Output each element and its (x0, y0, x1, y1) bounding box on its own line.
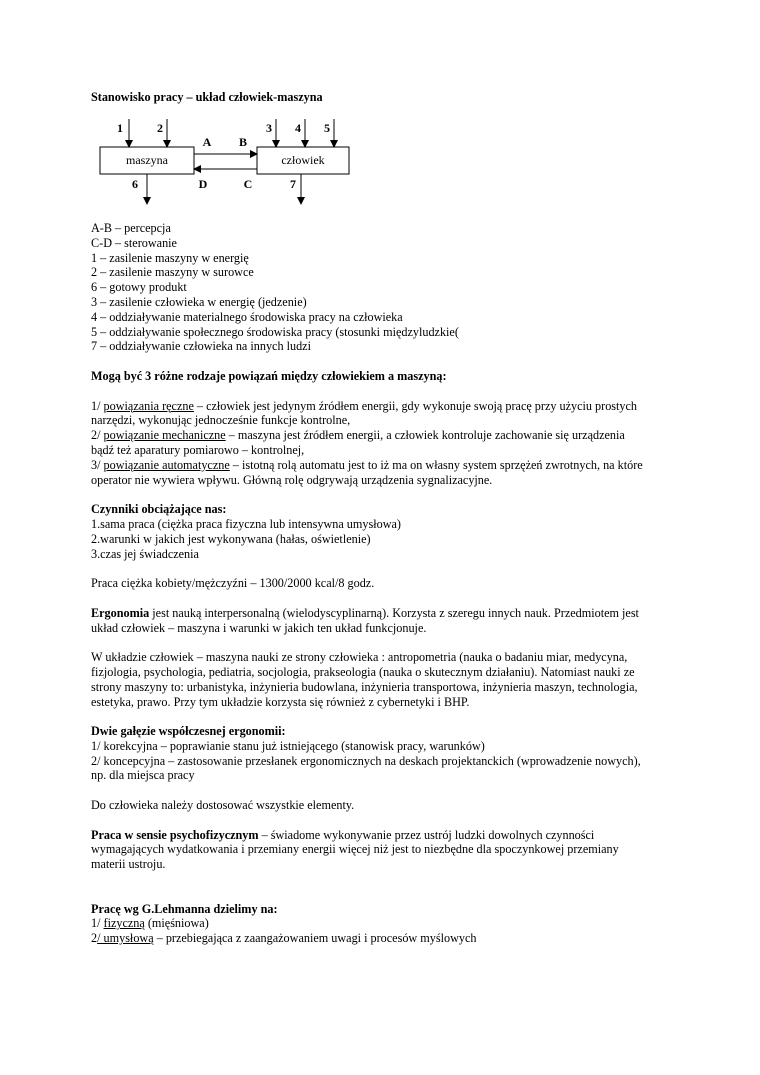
connection-item-1: 1/ powiązania ręczne – człowiek jest jedynym źródłem energii, gdy wykonuje swoją pracę przy użyciu prostych (91, 398, 638, 413)
heavy-work-line: Praca ciężka kobiety/mężczyźni – 1300/2000 kcal/8 godz. (91, 576, 375, 591)
term-automatic: powiązanie automatyczne (103, 457, 230, 472)
legend-line: 1 – zasilenie maszyny w energię (91, 250, 249, 265)
ergonomics-definition-cont: układ człowiek – maszyna i warunki w jakich ten układ funkcjonuje. (91, 620, 427, 635)
connection-item-3-cont: operator nie wywiera wpływu. Główną rolę odgrywają urządzenia sygnalizacyjne. (91, 472, 493, 487)
legend-line: A-B – percepcja (91, 221, 171, 235)
system-paragraph: W układzie człowiek – maszyna nauki ze strony człowieka : antropometria (nauka o badaniu miar, medycyna, (91, 650, 628, 665)
factor-item: 1.sama praca (ciężka praca fizyczna lub intensywna umysłowa) (91, 516, 401, 531)
page-title: Stanowisko pracy – układ człowiek-maszyna (91, 90, 323, 104)
connection-item-2-cont: bądź też aparatury pomiarowo – kontrolnej, (91, 442, 305, 457)
man-machine-diagram (91, 116, 361, 208)
system-paragraph: estetyka, prawo. Przy tym układzie korzysta się również z cybernetyki i BHP. (91, 694, 470, 709)
term-ergonomics: Ergonomia (91, 605, 150, 620)
lehmann-heading: Pracę wg G.Lehmanna dzielimy na: (91, 901, 278, 916)
term-manual: powiązania ręczne (103, 398, 194, 413)
label-2: 2 (157, 121, 163, 135)
legend-line: 3 – zasilenie człowieka w energię (jedzenie) (91, 294, 307, 309)
connection-item-1-cont: narzędzi, wykonując jednocześnie funkcje kontrolne, (91, 413, 351, 428)
connections-heading: Mogą być 3 różne rodzaje powiązań między człowiekiem a maszyną: (91, 368, 447, 383)
label-7: 7 (290, 177, 296, 191)
human-label: człowiek (281, 153, 325, 167)
machine-label: maszyna (126, 153, 168, 167)
label-c: C (243, 177, 253, 191)
factors-heading: Czynniki obciążające nas: (91, 502, 227, 517)
lehmann-item-1: 1/ fizyczną (mięśniowa) (91, 916, 209, 931)
label-1: 1 (117, 121, 123, 135)
ergonomics-definition: Ergonomia jest nauką interpersonalną (wielodyscyplinarną). Korzysta z szeregu innych nauk. Przedmiotem jest (91, 605, 639, 620)
branch-item: 1/ korekcyjna – poprawianie stanu już istniejącego (stanowisk pracy, warunków) (91, 738, 485, 753)
branch-item: np. dla miejsca pracy (91, 768, 195, 783)
label-5: 5 (324, 121, 330, 135)
term-psychophysical: Praca w sensie psychofizycznym (91, 827, 259, 842)
document-body (91, 90, 681, 105)
psycho-definition-cont: materii ustroju. (91, 857, 166, 872)
lehmann-item-2: 2/ umysłową – przebiegająca z zaangażowaniem uwagi i procesów myślowych (91, 931, 477, 946)
branches-heading: Dwie gałęzie współczesnej ergonomii: (91, 724, 286, 739)
term-physical: fizyczną (103, 916, 145, 931)
label-a: A (202, 135, 212, 149)
term-mental: / umysłową (97, 931, 154, 946)
factor-item: 3.czas jej świadczenia (91, 546, 199, 561)
system-paragraph: fizjologia, psychologia, pediatria, socjologia, prakseologia (nauka o skutecznym działaniu). Natomiast nauki ze (91, 664, 635, 679)
legend-line: 7 – oddziaływanie człowieka na innych ludzi (91, 339, 311, 354)
label-b: B (238, 135, 248, 149)
label-6: 6 (132, 177, 138, 191)
label-4: 4 (295, 121, 301, 135)
text-content (91, 221, 681, 946)
system-paragraph: strony maszyny to: urbanistyka, inżynieria budowlana, inżynieria transportowa, inżynieria maszyn, technologia, (91, 679, 638, 694)
branch-item: 2/ koncepcyjna – zastosowanie przesłanek ergonomicznych na deskach projektanckich (wprowadzenie nowych), (91, 753, 641, 768)
connection-item-3: 3/ powiązanie automatyczne – istotną rolą automatu jest to iż ma on własny system sprzężeń zwrotnych, na które (91, 457, 643, 472)
legend-line: 5 – oddziaływanie społecznego środowiska pracy (stosunki międzyludzkie( (91, 324, 459, 339)
legend-line: 4 – oddziaływanie materialnego środowiska pracy na człowieka (91, 309, 403, 324)
psycho-definition-cont: wymagających wydatkowania i przemiany energii więcej niż jest to niezbędne dla spoczynkowej przemiany (91, 842, 619, 857)
legend-line: 6 – gotowy produkt (91, 280, 187, 295)
term-mechanical: powiązanie mechaniczne (103, 428, 226, 443)
adapt-line: Do człowieka należy dostosować wszystkie elementy. (91, 798, 355, 813)
label-d: D (198, 177, 208, 191)
label-3: 3 (266, 121, 272, 135)
connection-item-2: 2/ powiązanie mechaniczne – maszyna jest źródłem energii, a człowiek kontroluje zachowanie się urządzenia (91, 428, 625, 443)
psycho-definition: Praca w sensie psychofizycznym – świadome wykonywanie przez ustrój ludzki dowolnych czynności (91, 827, 595, 842)
legend-line: 2 – zasilenie maszyny w surowce (91, 265, 254, 280)
factor-item: 2.warunki w jakich jest wykonywana (hałas, oświetlenie) (91, 531, 371, 546)
legend-line: C-D – sterowanie (91, 235, 177, 250)
